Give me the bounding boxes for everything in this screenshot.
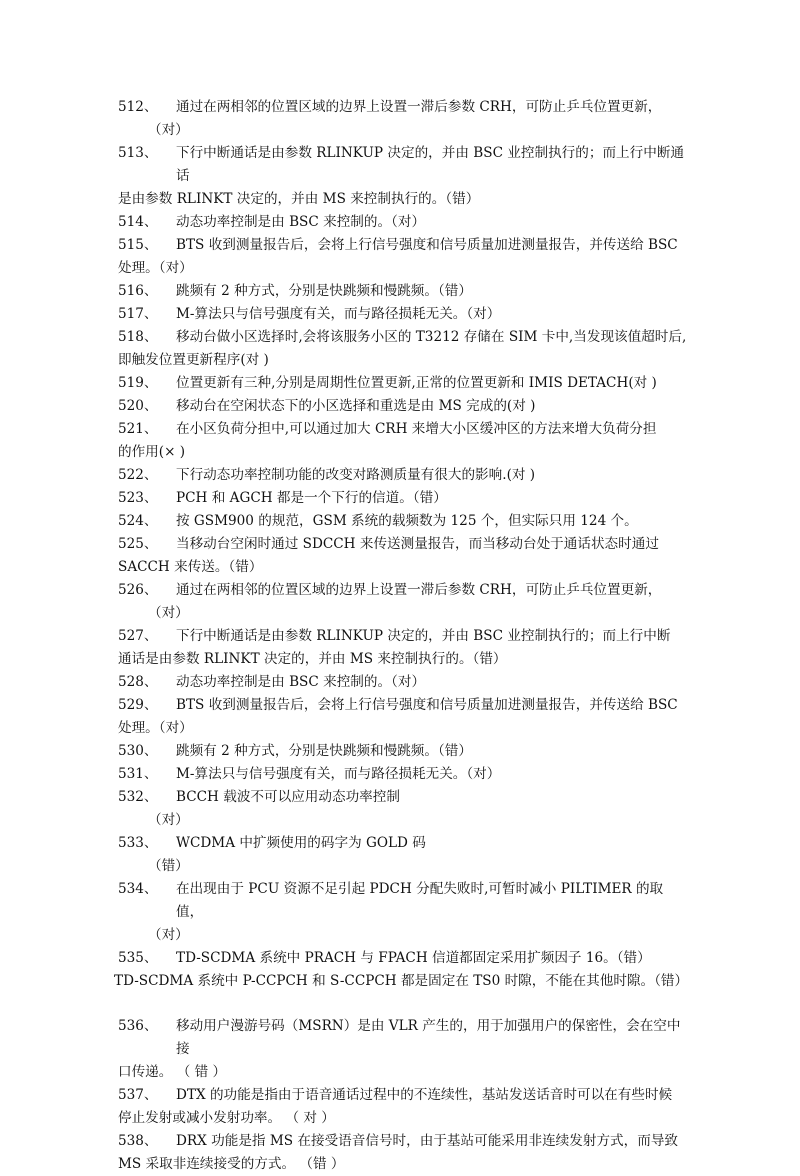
list-item — [118, 878, 690, 924]
item-continuation: 的作用(× ) — [118, 444, 186, 460]
item-text: BCCH 载波不可以应用动态功率控制 — [176, 789, 400, 805]
list-item — [118, 395, 690, 418]
item-number: 519、 — [118, 375, 158, 391]
list-item — [118, 625, 690, 648]
item-number: 534、 — [118, 881, 158, 897]
list-item — [118, 464, 690, 487]
item-number: 536、 — [118, 1018, 158, 1034]
list-item — [118, 947, 690, 970]
item-continuation: 通话是由参数 RLINKT 决定的，并由 MS 来控制执行的。（错） — [118, 651, 507, 667]
list-item — [118, 510, 690, 533]
list-item — [118, 142, 690, 188]
item-continuation: （对） — [148, 122, 189, 138]
item-continuation: 口传递。 （ 错 ） — [118, 1064, 227, 1080]
item-text: DTX 的功能是指由于语音通话过程中的不连续性，基站发送话音时可以在有些时候 — [176, 1087, 673, 1103]
item-text: 在小区负荷分担中,可以通过加大 CRH 来增大小区缓冲区的方法来增大负荷分担 — [176, 421, 657, 437]
item-number: 530、 — [118, 743, 158, 759]
item-number: 531、 — [118, 766, 158, 782]
item-number: 525、 — [118, 536, 158, 552]
item-number: 521、 — [118, 421, 158, 437]
item-number: 537、 — [118, 1087, 158, 1103]
item-continuation: MS 采取非连续接受的方式。 （错 ） — [118, 1156, 345, 1172]
list-item — [118, 211, 690, 234]
item-text: M-算法只与信号强度有关，而与路径损耗无关。（对） — [176, 766, 501, 782]
item-continuation: 即触发位置更新程序(对 ) — [118, 352, 269, 368]
item-text: 跳频有 2 种方式，分别是快跳频和慢跳频。（错） — [176, 743, 472, 759]
item-text: 移动台做小区选择时,会将该服务小区的 T3212 存储在 SIM 卡中,当发现该值超时后, — [176, 329, 687, 345]
item-number: 535、 — [118, 950, 158, 966]
item-continuation: 停止发射或减小发射功率。 （ 对 ） — [118, 1110, 335, 1126]
list-item — [118, 1130, 690, 1153]
question-list-tail — [118, 1015, 690, 1176]
item-text: 移动台在空闲状态下的小区选择和重选是由 MS 完成的(对 ) — [176, 398, 536, 414]
item-number: 532、 — [118, 789, 158, 805]
item-number: 514、 — [118, 214, 158, 230]
item-text: 下行中断通话是由参数 RLINKUP 决定的，并由 BSC 业控制执行的；而上行中断通话 — [176, 145, 685, 184]
item-text: 通过在两相邻的位置区域的边界上设置一滞后参数 CRH，可防止乒乓位置更新， — [176, 99, 662, 115]
item-text: 在出现由于 PCU 资源不足引起 PDCH 分配失败时,可暂时减小 PILTIMER 的取值， — [176, 881, 664, 920]
item-text: 动态功率控制是由 BSC 来控制的。（对） — [176, 214, 426, 230]
item-number: 513、 — [118, 145, 158, 161]
list-item — [118, 533, 690, 556]
item-text: 通过在两相邻的位置区域的边界上设置一滞后参数 CRH，可防止乒乓位置更新， — [176, 582, 662, 598]
list-item — [118, 763, 690, 786]
item-continuation: （对） — [148, 812, 189, 828]
item-text: DRX 功能是指 MS 在接受语音信号时，由于基站可能采用非连续发射方式，而导致 — [176, 1133, 679, 1149]
item-text: M-算法只与信号强度有关，而与路径损耗无关。（对） — [176, 306, 501, 322]
item-number: 528、 — [118, 674, 158, 690]
item-number: 520、 — [118, 398, 158, 414]
item-text: BTS 收到测量报告后，会将上行信号强度和信号质量加进测量报告，并传送给 BSC — [176, 237, 678, 253]
item-number: 518、 — [118, 329, 158, 345]
list-item — [118, 1015, 690, 1061]
item-continuation: （对） — [148, 927, 189, 943]
item-text: TD-SCDMA 系统中 PRACH 与 FPACH 信道都固定采用扩频因子 16。（错） — [176, 950, 651, 966]
item-text: 下行中断通话是由参数 RLINKUP 决定的，并由 BSC 业控制执行的；而上行中断 — [176, 628, 671, 644]
item-continuation: （错） — [148, 858, 189, 874]
item-number: 523、 — [118, 490, 158, 506]
item-text: WCDMA 中扩频使用的码字为 GOLD 码 — [176, 835, 426, 851]
list-item — [118, 372, 690, 395]
item-number: 512、 — [118, 99, 158, 115]
list-item — [118, 694, 690, 717]
item-continuation: SACCH 来传送。（错） — [118, 559, 263, 575]
item-number: 516、 — [118, 283, 158, 299]
item-number: 515、 — [118, 237, 158, 253]
list-item — [118, 832, 690, 855]
item-text: 当移动台空闲时通过 SDCCH 来传送测量报告，而当移动台处于通话状态时通过 — [176, 536, 659, 552]
item-number: 526、 — [118, 582, 158, 598]
list-item — [118, 671, 690, 694]
list-item — [118, 740, 690, 763]
item-number: 522、 — [118, 467, 158, 483]
list-item — [118, 786, 690, 809]
item-text: 按 GSM900 的规范，GSM 系统的载频数为 125 个，但实际只用 124 个。 — [176, 513, 638, 529]
item-number: 529、 — [118, 697, 158, 713]
list-item — [118, 418, 690, 441]
item-text: 跳频有 2 种方式，分别是快跳频和慢跳频。（错） — [176, 283, 472, 299]
paragraph-gap — [118, 993, 690, 1015]
item-continuation: （对） — [148, 605, 189, 621]
item-text: 位置更新有三种,分别是周期性位置更新,正常的位置更新和 IMIS DETACH(对 ) — [176, 375, 657, 391]
item-number: 524、 — [118, 513, 158, 529]
list-item — [118, 579, 690, 602]
list-item — [118, 96, 690, 119]
item-text: 移动用户漫游号码（MSRN）是由 VLR 产生的，用于加强用户的保密性，会在空中接 — [176, 1018, 681, 1057]
list-item — [118, 487, 690, 510]
item-number: 527、 — [118, 628, 158, 644]
item-number: 517、 — [118, 306, 158, 322]
list-item — [118, 303, 690, 326]
item-continuation: 处理。（对） — [118, 260, 193, 276]
list-item — [118, 1084, 690, 1107]
item-text: 下行动态功率控制功能的改变对路测质量有很大的影响.(对 ) — [176, 467, 536, 483]
list-item — [118, 326, 690, 349]
item-continuation: 处理。（对） — [118, 720, 193, 736]
free-line: TD-SCDMA 系统中 P-CCPCH 和 S-CCPCH 都是固定在 TS0 时隙，不能在其他时隙。（错） — [114, 973, 689, 989]
item-continuation: 是由参数 RLINKT 决定的，并由 MS 来控制执行的。（错） — [118, 191, 480, 207]
list-item — [118, 234, 690, 257]
item-number: 538、 — [118, 1133, 158, 1149]
item-text: PCH 和 AGCH 都是一个下行的信道。（错） — [176, 490, 447, 506]
item-text: 动态功率控制是由 BSC 来控制的。（对） — [176, 674, 426, 690]
item-text: BTS 收到测量报告后，会将上行信号强度和信号质量加进测量报告，并传送给 BSC — [176, 697, 678, 713]
item-number: 533、 — [118, 835, 158, 851]
question-list — [118, 96, 690, 970]
list-item — [118, 280, 690, 303]
